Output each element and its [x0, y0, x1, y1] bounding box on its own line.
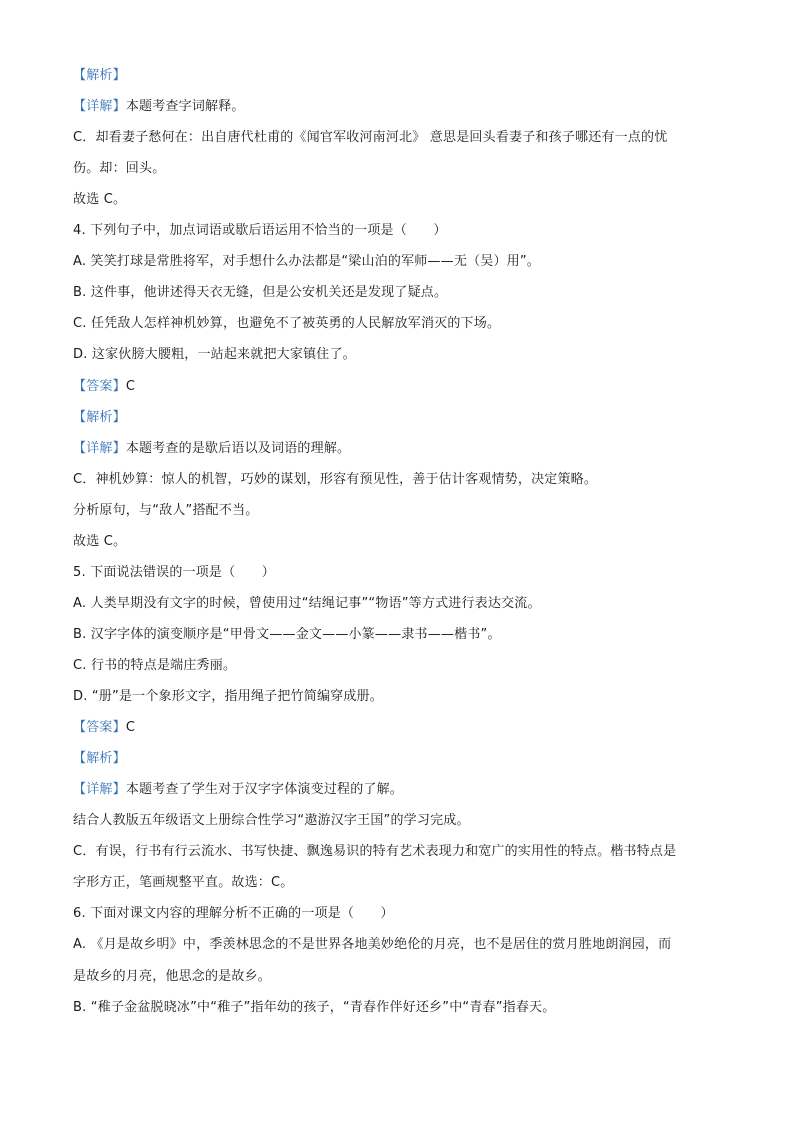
line-text: 4. 下列句子中，加点词语或歇后语运用不恰当的一项是（ ） — [73, 223, 447, 239]
tag-bracket-close: 】 — [112, 440, 126, 456]
line-text: 伤。却：回头。 — [73, 161, 166, 177]
section-tag — [73, 99, 126, 114]
text-line — [73, 625, 723, 645]
tag-label: 详解 — [86, 782, 113, 798]
line-text: C．有误，行书有行云流水、书写快捷、飘逸易识的特有艺术表现力和宽广的实用性的特点。楷书特点是 — [73, 844, 677, 860]
tag-content: 本题考查的是歇后语以及词语的理解。 — [125, 440, 351, 456]
text-line — [73, 501, 723, 521]
tag-label: 解析 — [86, 409, 113, 425]
section-tag-line — [73, 780, 723, 800]
line-text: 分析原句，与“敌人”搭配不当。 — [73, 502, 259, 518]
section-tag — [73, 720, 126, 735]
line-text: C. 任凭敌人怎样神机妙算，也避免不了被英勇的人民解放军消灭的下场。 — [73, 316, 501, 332]
tag-label: 答案 — [86, 720, 113, 736]
section-tag-line — [73, 377, 723, 397]
tag-label: 详解 — [86, 440, 113, 456]
text-line — [73, 967, 723, 987]
tag-bracket-open: 【 — [73, 409, 87, 425]
tag-bracket-close: 】 — [112, 720, 126, 736]
text-line — [73, 873, 723, 893]
line-text: 5. 下面说法错误的一项是（ ） — [73, 564, 275, 580]
text-line — [73, 345, 723, 365]
text-line — [73, 190, 723, 210]
text-line — [73, 904, 723, 924]
tag-bracket-close: 】 — [112, 751, 126, 767]
section-tag-line — [73, 408, 723, 428]
tag-bracket-close: 】 — [112, 782, 126, 798]
text-line — [73, 935, 723, 955]
text-line — [73, 470, 723, 490]
section-tag — [73, 379, 126, 394]
line-text: 字形方正，笔画规整平直。故选：C。 — [73, 875, 294, 891]
line-text: 6. 下面对课文内容的理解分析不正确的一项是（ ） — [73, 906, 394, 922]
line-text: B. 汉字字体的演变顺序是“甲骨文——金文——小篆——隶书——楷书”。 — [73, 626, 501, 642]
tag-bracket-open: 【 — [73, 68, 87, 83]
tag-label: 解析 — [86, 68, 113, 83]
tag-bracket-open: 【 — [73, 440, 87, 456]
text-line — [73, 252, 723, 272]
line-text: C. 行书的特点是端庄秀丽。 — [73, 658, 237, 673]
text-line — [73, 532, 723, 552]
section-tag-line — [73, 718, 723, 738]
line-text: 故选 C。 — [73, 192, 127, 208]
tag-bracket-close: 】 — [112, 68, 126, 83]
section-tag — [73, 782, 126, 797]
text-line — [73, 998, 723, 1018]
text-line — [73, 563, 723, 583]
line-text: 结合人教版五年级语文上册综合性学习“遨游汉字王国”的学习完成。 — [73, 813, 470, 829]
tag-bracket-open: 【 — [73, 782, 87, 798]
line-text: A. 笑笑打球是常胜将军，对手想什么办法都是“梁山泊的军师——无（吴）用”。 — [73, 254, 540, 270]
tag-bracket-open: 【 — [73, 99, 87, 114]
section-tag — [73, 751, 126, 766]
tag-bracket-close: 】 — [112, 99, 126, 114]
tag-label: 详解 — [86, 99, 113, 114]
section-tag-line — [73, 749, 723, 769]
text-line — [73, 221, 723, 241]
text-line — [73, 811, 723, 831]
tag-content: C — [125, 378, 136, 394]
line-text: D. 这家伙膀大腰粗，一站起来就把大家镇住了。 — [73, 347, 356, 363]
line-text: A. 人类早期没有文字的时候，曾使用过“结绳记事”“物语”等方式进行表达交流。 — [73, 595, 541, 611]
tag-content: 本题考查字词解释。 — [125, 99, 245, 114]
section-tag-line — [73, 97, 723, 117]
line-text: A. 《月是故乡明》中，季羡林思念的不是世界各地美妙绝伦的月亮，也不是居住的赏月胜地朗润园，而 — [73, 937, 672, 953]
text-line — [73, 842, 723, 862]
section-tag — [73, 410, 126, 425]
section-tag — [73, 441, 126, 456]
text-line — [73, 159, 723, 179]
text-line — [73, 283, 723, 303]
tag-bracket-open: 【 — [73, 720, 87, 736]
line-text: B. “稚子金盆脱晓冰”中“稚子”指年幼的孩子，“青春作伴好还乡”中“青春”指春天。 — [73, 999, 556, 1015]
tag-bracket-close: 】 — [112, 378, 126, 394]
text-line — [73, 687, 723, 707]
section-tag-line — [73, 66, 723, 86]
tag-bracket-close: 】 — [112, 409, 126, 425]
tag-content: 本题考查了学生对于汉字字体演变过程的了解。 — [125, 782, 404, 798]
tag-label: 答案 — [86, 378, 113, 394]
line-text: B. 这件事，他讲述得天衣无缝，但是公安机关还是发现了疑点。 — [73, 285, 448, 301]
line-text: 故选 C。 — [73, 533, 127, 549]
text-line — [73, 656, 723, 676]
line-text: C．神机妙算：惊人的机智，巧妙的谋划，形容有预见性，善于估计客观情势，决定策略。 — [73, 471, 598, 487]
section-tag — [73, 68, 126, 83]
line-text: C．却看妻子愁何在：出自唐代杜甫的《闻官军收河南河北》 意思是回头看妻子和孩子哪还有一点的忧 — [73, 130, 668, 146]
text-line — [73, 128, 723, 148]
text-line — [73, 594, 723, 614]
line-text: 是故乡的月亮，他思念的是故乡。 — [73, 968, 272, 984]
tag-label: 解析 — [86, 751, 113, 767]
section-tag-line — [73, 439, 723, 459]
tag-content: C — [125, 720, 136, 736]
tag-bracket-open: 【 — [73, 751, 87, 767]
text-line — [73, 314, 723, 334]
tag-bracket-open: 【 — [73, 378, 87, 394]
line-text: D. “册”是一个象形文字，指用绳子把竹简编穿成册。 — [73, 689, 383, 704]
